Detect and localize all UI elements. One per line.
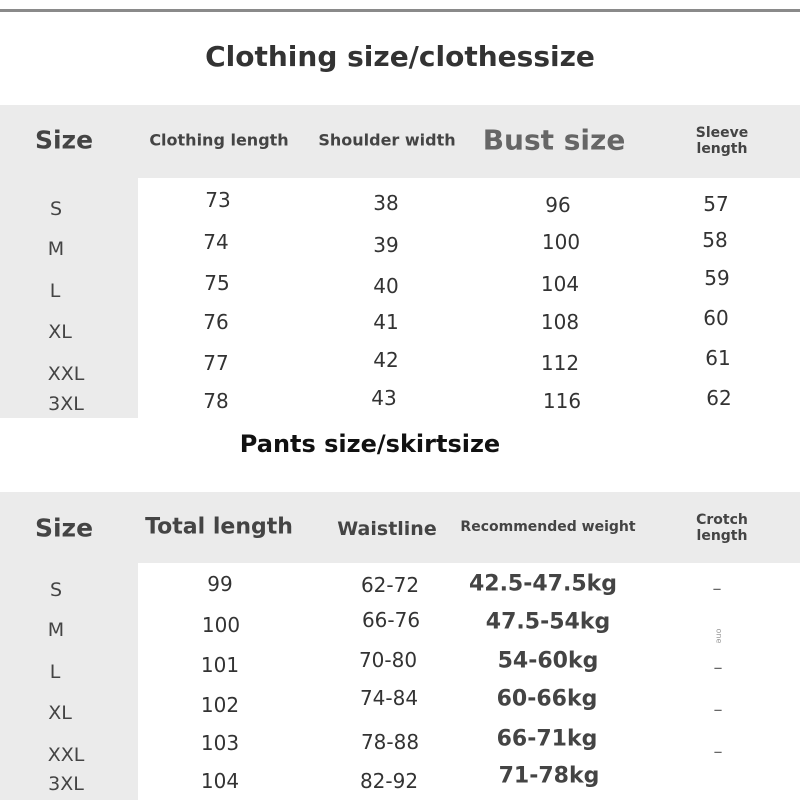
pants-size-title: Pants size/skirtsize [239, 430, 501, 458]
clothing-cell-length: 77 [203, 351, 229, 375]
clothing-cell-shoulder: 43 [371, 386, 397, 410]
clothing-header-shoulder-width: Shoulder width [318, 130, 456, 150]
clothing-cell-sleeve: 60 [703, 306, 729, 330]
clothing-row-size: 3XL [48, 393, 84, 415]
clothing-cell-shoulder: 42 [373, 348, 399, 372]
clothing-header-sleeve-line2: length [696, 141, 748, 157]
pants-header-total-length: Total length [145, 514, 293, 540]
clothing-header-bust-size: Bust size [482, 123, 626, 157]
pants-row-size: XL [48, 702, 72, 724]
pants-cell-weight: 60-66kg [496, 686, 598, 712]
pants-row-size: XXL [47, 744, 85, 766]
pants-header-crotch-line2: length [696, 528, 748, 544]
clothing-cell-length: 74 [203, 230, 229, 254]
pants-cell-total-length: 104 [200, 769, 240, 793]
clothing-header-size: Size [34, 125, 94, 155]
clothing-cell-length: 78 [203, 389, 229, 413]
clothing-cell-length: 73 [205, 188, 231, 212]
pants-cell-crotch: – [713, 741, 723, 763]
clothing-cell-sleeve: 61 [705, 346, 731, 370]
pants-row-size: L [49, 661, 61, 683]
pants-cell-waistline: 74-84 [359, 686, 419, 710]
pants-header-recommended-weight: Recommended weight [460, 519, 636, 535]
clothing-row-size: S [49, 198, 63, 220]
pants-cell-total-length: 103 [200, 731, 240, 755]
pants-row-size: S [49, 579, 63, 601]
pants-cell-waistline: 62-72 [360, 573, 420, 597]
clothing-row-size: M [47, 238, 65, 260]
pants-header-crotch-line1: Crotch [696, 512, 748, 528]
clothing-header-sleeve-line1: Sleeve [695, 125, 749, 141]
clothing-cell-bust: 116 [542, 389, 582, 413]
pants-header-size: Size [34, 513, 94, 543]
clothing-size-title: Clothing size/clothessize [205, 40, 595, 73]
pants-cell-total-length: 100 [201, 613, 241, 637]
pants-cell-weight: 42.5-47.5kg [468, 571, 618, 597]
clothing-cell-sleeve: 57 [703, 192, 729, 216]
clothing-size-table-body [138, 178, 800, 418]
top-divider [0, 9, 800, 12]
clothing-cell-bust: 112 [540, 351, 580, 375]
pants-header-waistline: Waistline [337, 518, 437, 540]
pants-row-size: 3XL [48, 773, 84, 795]
clothing-row-size: XXL [47, 363, 85, 385]
pants-cell-total-length: 102 [200, 693, 240, 717]
pants-cell-waistline: 66-76 [361, 608, 421, 632]
pants-cell-total-length: 99 [207, 572, 233, 596]
clothing-cell-length: 76 [203, 310, 229, 334]
pants-cell-crotch: – [712, 578, 722, 600]
clothing-cell-bust: 108 [540, 310, 580, 334]
pants-cell-weight: 71-78kg [498, 763, 600, 789]
pants-cell-weight: 54-60kg [497, 648, 599, 674]
clothing-cell-bust: 100 [541, 230, 581, 254]
clothing-cell-shoulder: 39 [373, 233, 399, 257]
pants-cell-weight: 66-71kg [496, 726, 598, 752]
clothing-header-sleeve-length [696, 125, 749, 157]
clothing-row-size: XL [48, 321, 72, 343]
clothing-cell-sleeve: 59 [704, 266, 730, 290]
clothing-cell-shoulder: 40 [373, 274, 399, 298]
clothing-cell-bust: 104 [540, 272, 580, 296]
pants-cell-crotch: one [714, 628, 724, 644]
clothing-header-clothing-length: Clothing length [149, 130, 289, 150]
clothing-row-size: L [49, 280, 61, 302]
pants-size-table-body [138, 563, 800, 800]
pants-header-crotch-length [696, 512, 748, 544]
pants-cell-crotch: – [713, 699, 723, 721]
clothing-cell-length: 75 [204, 271, 230, 295]
pants-cell-waistline: 78-88 [360, 730, 420, 754]
pants-row-size: M [47, 619, 65, 641]
pants-cell-waistline: 82-92 [359, 769, 419, 793]
pants-cell-waistline: 70-80 [358, 648, 418, 672]
clothing-cell-shoulder: 38 [373, 191, 399, 215]
clothing-cell-sleeve: 62 [706, 386, 732, 410]
clothing-cell-bust: 96 [545, 193, 571, 217]
pants-cell-total-length: 101 [200, 653, 240, 677]
pants-cell-weight: 47.5-54kg [485, 609, 611, 635]
clothing-cell-sleeve: 58 [702, 228, 728, 252]
pants-cell-crotch: – [713, 657, 723, 679]
clothing-cell-shoulder: 41 [373, 310, 399, 334]
